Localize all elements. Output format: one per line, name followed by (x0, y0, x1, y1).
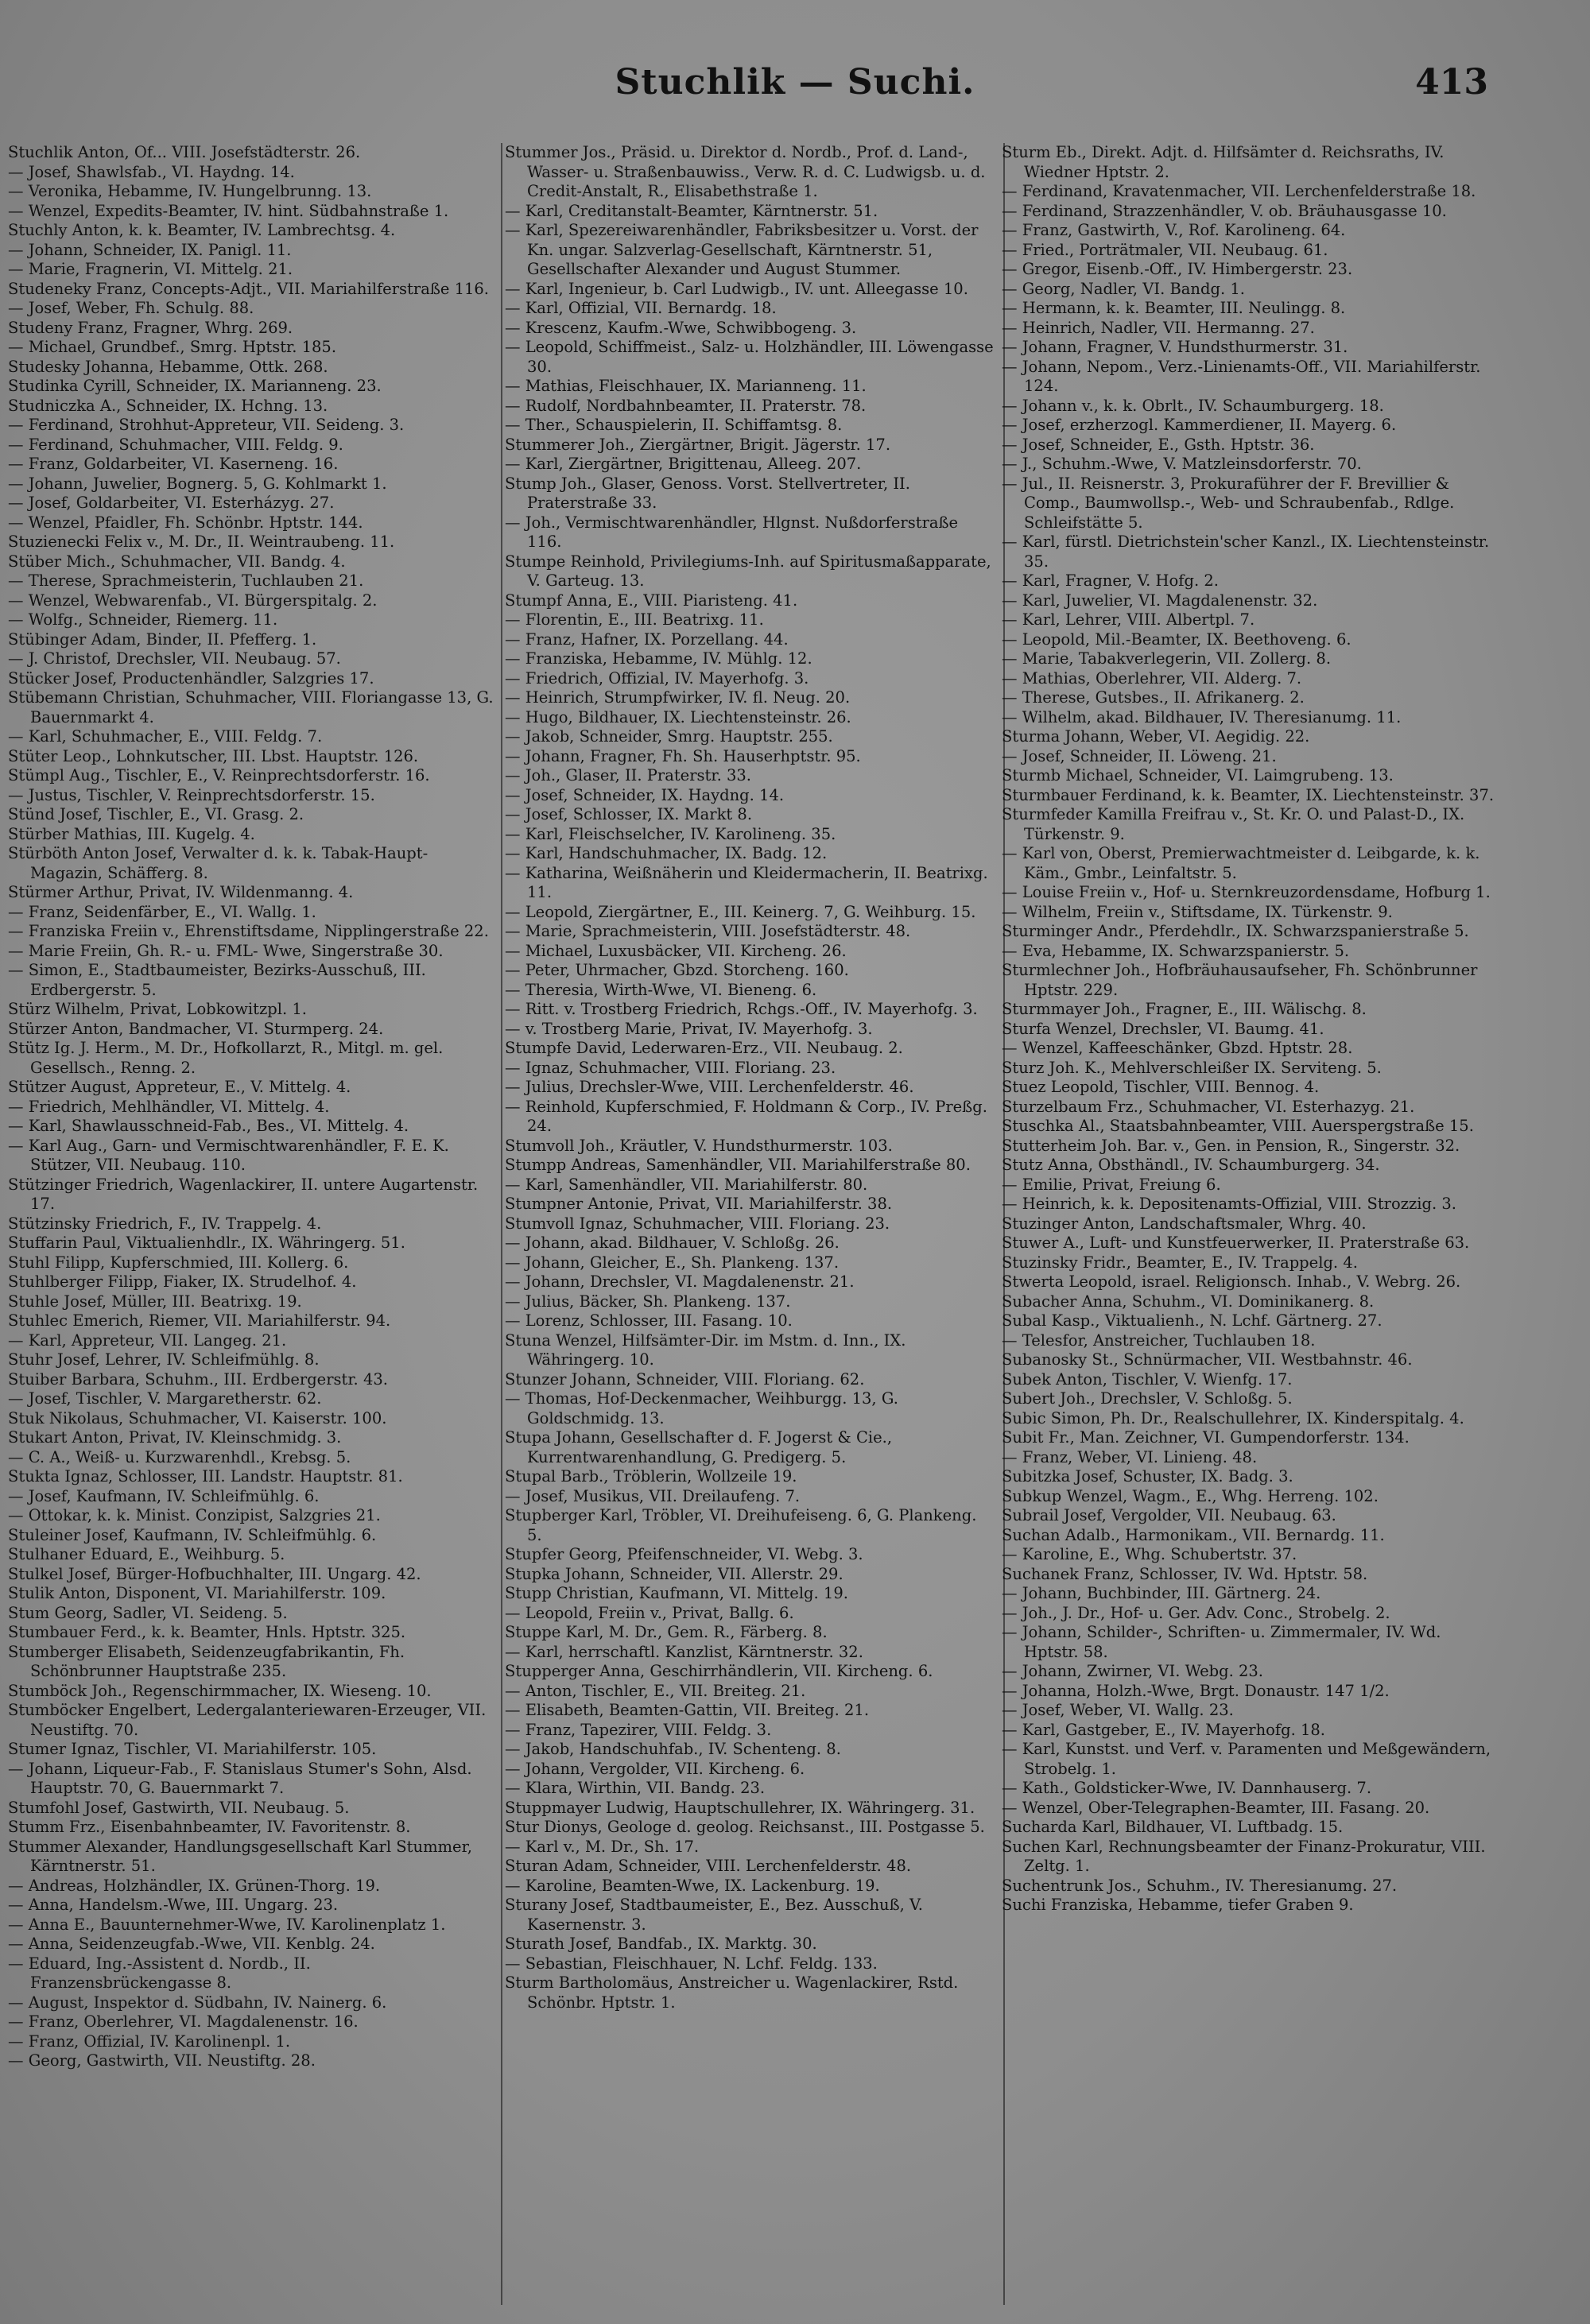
directory-entry: — Klara, Wirthin, VII. Bandg. 23. (505, 1779, 766, 1797)
directory-entry: — Hugo, Bildhauer, IX. Liechtensteinstr. 26. (505, 707, 851, 726)
directory-entry: — Ignaz, Schuhmacher, VIII. Floriang. 23. (505, 1058, 836, 1077)
directory-entry: Stürber Mathias, III. Kugelg. 4. (8, 824, 255, 843)
directory-entry: Stünd Josef, Tischler, E., VI. Grasg. 2. (8, 805, 304, 823)
directory-entry: Stulhaner Eduard, E., Weihburg. 5. (8, 1545, 285, 1563)
directory-entry: — Heinrich, Strumpfwirker, IV. fl. Neug. 20. (505, 688, 851, 707)
directory-entry: — Franz, Weber, VI. Linieng. 48. (1002, 1447, 1258, 1466)
directory-entry: — Johann, Gleicher, E., Sh. Plankeng. 137. (505, 1253, 840, 1272)
directory-entry: — Telesfor, Anstreicher, Tuchlauben 18. (1002, 1330, 1316, 1350)
directory-entry: Sturzelbaum Frz., Schuhmacher, VI. Esterhazyg. 21. (1002, 1097, 1415, 1116)
directory-entry: — Ferdinand, Schuhmacher, VIII. Feldg. 9. (8, 435, 343, 454)
directory-entry: — Julius, Bäcker, Sh. Plankeng. 137. (505, 1292, 791, 1311)
directory-entry: — Franziska Freiin v., Ehrenstiftsdame, Nipplingerstraße 22. (8, 922, 489, 940)
directory-entry: — Joh., Vermischtwarenhändler, Hlgnst. Nußdorferstraße 116. (505, 513, 959, 551)
directory-entry: — Franz, Seidenfärber, E., VI. Wallg. 1. (8, 902, 316, 921)
entry-list (505, 143, 994, 2012)
directory-entry: — Anton, Tischler, E., VII. Breiteg. 21. (505, 1681, 806, 1700)
directory-entry: Sturm Bartholomäus, Anstreicher u. Wagenlackirer, Rstd. Schönbr. Hptstr. 1. (505, 1973, 959, 2012)
directory-entry: — Wolfg., Schneider, Riemerg. 11. (8, 610, 278, 629)
directory-entry: — Anna, Seidenzeugfab.-Wwe, VII. Kenblg. 24. (8, 1935, 375, 1953)
directory-entry: Stüber Mich., Schuhmacher, VII. Bandg. 4. (8, 552, 346, 571)
page-header (0, 62, 1590, 110)
directory-entry: — Johann v., k. k. Obrlt., IV. Schaumburgerg. 18. (1002, 396, 1384, 415)
directory-entry: Sturmfeder Kamilla Freifrau v., St. Kr. O. und Palast-D., IX. Türkenstr. 9. (1002, 805, 1465, 843)
directory-entry: — Karl, Fleischselcher, IV. Karolineng. 35. (505, 824, 836, 843)
directory-entry: — Johann, Schilder-, Schriften- u. Zimmermaler, IV. Wd. Hptstr. 58. (1002, 1623, 1441, 1661)
directory-entry: — Johann, Fragner, Fh. Sh. Hauserhptstr. 95. (505, 746, 861, 765)
directory-entry: Stummer Alexander, Handlungsgesellschaft Karl Stummer, Kärntnerstr. 51. (8, 1837, 472, 1875)
directory-entry: Studniczka A., Schneider, IX. Hchng. 13. (8, 396, 328, 415)
directory-entry: — Karl, Kunstst. und Verf. v. Paramenten und Meßgewändern, Strobelg. 1. (1002, 1740, 1491, 1778)
entry-list (8, 143, 497, 2071)
directory-entry: — Elisabeth, Beamten-Gattin, VII. Breiteg. 21. (505, 1701, 870, 1719)
directory-entry: — August, Inspektor d. Südbahn, IV. Nainerg. 6. (8, 1993, 387, 2012)
directory-entry: — Marie, Fragnerin, VI. Mittelg. 21. (8, 260, 293, 278)
directory-entry: — Mathias, Fleischhauer, IX. Marianneng. 11. (505, 377, 867, 395)
directory-entry: — Kath., Goldsticker-Wwe, IV. Dannhauserg. 7. (1002, 1779, 1372, 1797)
directory-entry: — Karl, Lehrer, VIII. Albertpl. 7. (1002, 610, 1255, 629)
directory-entry: Stumpe Reinhold, Privilegiums-Inh. auf Spiritusmaßapparate, V. Garteug. 13. (505, 552, 991, 590)
directory-entry: Studinka Cyrill, Schneider, IX. Marianneng. 23. (8, 377, 382, 395)
directory-entry: Stuhl Filipp, Kupferschmied, III. Kollerg. 6. (8, 1253, 349, 1272)
directory-entry: Stuchly Anton, k. k. Beamter, IV. Lambrechtsg. 4. (8, 221, 396, 239)
directory-entry: — Thomas, Hof-Deckenmacher, Weihburgg. 13, G. Goldschmidg. 13. (505, 1389, 898, 1427)
directory-entry: Sturmlechner Joh., Hofbräuhausaufseher, Fh. Schönbrunner Hptstr. 229. (1002, 961, 1478, 999)
directory-entry: — Josef, Schlosser, IX. Markt 8. (505, 805, 753, 823)
directory-entry: Sturfa Wenzel, Drechsler, VI. Baumg. 41. (1002, 1019, 1324, 1038)
directory-entry: — Ferdinand, Kravatenmacher, VII. Lerchenfelderstraße 18. (1002, 182, 1476, 200)
directory-entry: Stukta Ignaz, Schlosser, III. Landstr. Hauptstr. 81. (8, 1467, 403, 1485)
directory-entry: — Franz, Offizial, IV. Karolinenpl. 1. (8, 2032, 291, 2051)
directory-entry: — Simon, E., Stadtbaumeister, Bezirks-Ausschuß, III. Erdbergerstr. 5. (8, 961, 426, 999)
directory-entry: Stulkel Josef, Bürger-Hofbuchhalter, III. Ungarg. 42. (8, 1564, 421, 1583)
directory-entry: — Karl, Juwelier, VI. Magdalenenstr. 32. (1002, 591, 1318, 610)
directory-entry: — Ferdinand, Strazzenhändler, V. ob. Bräuhausgasse 10. (1002, 201, 1447, 220)
directory-entry: Stübinger Adam, Binder, II. Pfefferg. 1. (8, 629, 317, 649)
directory-entry: Stützinger Friedrich, Wagenlackirer, II. untere Augartenstr. 17. (8, 1175, 479, 1213)
directory-entry: — Johann, akad. Bildhauer, V. Schloßg. 26. (505, 1234, 840, 1252)
directory-entry: Stumer Ignaz, Tischler, VI. Mariahilferstr. 105. (8, 1740, 377, 1758)
directory-entry: — Theresia, Wirth-Wwe, VI. Bieneng. 6. (505, 980, 817, 999)
directory-entry: — Josef, Schneider, IX. Haydng. 14. (505, 785, 785, 804)
directory-entry: Suchanek Franz, Schlosser, IV. Wd. Hptstr. 58. (1002, 1564, 1368, 1583)
directory-entry: — Karl, fürstl. Dietrichstein'scher Kanzl., IX. Liechtensteinstr. 35. (1002, 533, 1490, 571)
directory-entry: Stuiber Barbara, Schuhm., III. Erdbergerstr. 43. (8, 1369, 388, 1389)
directory-entry: Stübemann Christian, Schuhmacher, VIII. Floriangasse 13, G. Bauernmarkt 4. (8, 688, 494, 726)
directory-entry: Stuwer A., Luft- und Kunstfeuerwerker, II. Praterstraße 63. (1002, 1234, 1470, 1252)
directory-entry: Stuzienecki Felix v., M. Dr., II. Weintraubeng. 11. (8, 533, 395, 551)
directory-entry: Stuhr Josef, Lehrer, IV. Schleifmühlg. 8. (8, 1350, 320, 1369)
directory-entry: — Ther., Schauspielerin, II. Schiffamtsg. 8. (505, 416, 843, 434)
directory-entry: — Leopold, Mil.-Beamter, IX. Beethoveng. 6. (1002, 629, 1352, 649)
running-head: Stuchlik — Suchi. (615, 62, 975, 103)
directory-entry: Stüter Leop., Lohnkutscher, III. Lbst. Hauptstr. 126. (8, 746, 419, 765)
directory-entry: Stumböck Joh., Regenschirmmacher, IX. Wieseng. 10. (8, 1681, 432, 1700)
directory-entry: Stupa Johann, Gesellschafter d. F. Jogerst & Cie., Kurrentwarenhandlung, G. Predigerg. 5. (505, 1428, 893, 1466)
directory-entry: Stumpner Antonie, Privat, VII. Mariahilferstr. 38. (505, 1195, 893, 1213)
directory-entry: — Johann, Liqueur-Fab., F. Stanislaus Stumer's Sohn, Alsd. Hauptstr. 70, G. Bauernmarkt 7. (8, 1759, 472, 1797)
directory-entry: — Karl von, Oberst, Premierwachtmeister d. Leibgarde, k. k. Käm., Gmbr., Leinfaltstr. 5. (1002, 844, 1480, 882)
directory-entry: — Anna E., Bauunternehmer-Wwe, IV. Karolinenplatz 1. (8, 1915, 446, 1934)
directory-entry: — Fried., Porträtmaler, VII. Neubaug. 61. (1002, 240, 1328, 259)
directory-entry: Stumbauer Ferd., k. k. Beamter, Hnls. Hptstr. 325. (8, 1623, 406, 1641)
directory-entry: — Johann, Zwirner, VI. Webg. 23. (1002, 1662, 1263, 1680)
directory-entry: — Veronika, Hebamme, IV. Hungelbrunng. 13. (8, 182, 372, 200)
directory-entry: — Wenzel, Expedits-Beamter, IV. hint. Südbahnstraße 1. (8, 201, 449, 220)
directory-entry: — Therese, Gutsbes., II. Afrikanerg. 2. (1002, 688, 1305, 707)
directory-entry: Stumm Frz., Eisenbahnbeamter, IV. Favoritenstr. 8. (8, 1818, 411, 1836)
directory-entry: Sturan Adam, Schneider, VIII. Lerchenfelderstr. 48. (505, 1857, 912, 1875)
directory-entry: Subrail Josef, Vergolder, VII. Neubaug. 63. (1002, 1506, 1336, 1524)
directory-entry: — Josef, erzherzogl. Kammerdiener, II. Mayerg. 6. (1002, 416, 1397, 434)
directory-entry: Studeneky Franz, Concepts-Adjt., VII. Mariahilferstraße 116. (8, 279, 489, 298)
directory-entry: — Michael, Luxusbäcker, VII. Kircheng. 26. (505, 941, 847, 960)
directory-entry: — Johann, Buchbinder, III. Gärtnerg. 24. (1002, 1584, 1321, 1602)
directory-entry: — J., Schuhm.-Wwe, V. Matzleinsdorferstr. 70. (1002, 455, 1362, 473)
directory-entry: Stürmer Arthur, Privat, IV. Wildenmanng. 4. (8, 883, 354, 901)
directory-entry: Stum Georg, Sadler, VI. Seideng. 5. (8, 1603, 288, 1622)
directory-entry: Stur Dionys, Geologe d. geolog. Reichsanst., III. Postgasse 5. (505, 1818, 985, 1836)
directory-entry: — Ritt. v. Trostberg Friedrich, Rchgs.-Off., IV. Mayerhofg. 3. (505, 1000, 978, 1018)
directory-entry: — Jakob, Handschuhfab., IV. Schenteng. 8. (505, 1740, 841, 1758)
directory-entry: Subit Fr., Man. Zeichner, VI. Gumpendorferstr. 134. (1002, 1428, 1410, 1447)
directory-entry: — Michael, Grundbef., Smrg. Hptstr. 185. (8, 338, 337, 356)
directory-entry: — Johann, Fragner, V. Hundsthurmerstr. 31. (1002, 338, 1348, 356)
directory-entry: Stumberger Elisabeth, Seidenzeugfabrikantin, Fh. Schönbrunner Hauptstraße 235. (8, 1642, 405, 1680)
directory-entry: Stuhlberger Filipp, Fiaker, IX. Strudelhof. 4. (8, 1272, 357, 1291)
directory-entry: Subal Kasp., Viktualienh., N. Lchf. Gärtnerg. 27. (1002, 1311, 1383, 1330)
directory-entry: Stumpp Andreas, Samenhändler, VII. Mariahilferstraße 80. (505, 1156, 971, 1174)
column-1 (8, 143, 497, 2313)
directory-entry: Studesky Johanna, Hebamme, Ottk. 268. (8, 357, 328, 376)
directory-entry: — Johann, Schneider, IX. Panigl. 11. (8, 240, 292, 259)
directory-entry: Stuhle Josef, Müller, III. Beatrixg. 19. (8, 1292, 302, 1311)
directory-entry: Stumvoll Ignaz, Schuhmacher, VIII. Floriang. 23. (505, 1214, 890, 1233)
directory-entry: Stuppe Karl, M. Dr., Gem. R., Färberg. 8. (505, 1623, 828, 1641)
directory-entry: — v. Trostberg Marie, Privat, IV. Mayerhofg. 3. (505, 1019, 873, 1038)
directory-entry: Stutterheim Joh. Bar. v., Gen. in Pension, R., Singerstr. 32. (1002, 1136, 1460, 1155)
directory-entry: Subanosky St., Schnürmacher, VII. Westbahnstr. 46. (1002, 1350, 1413, 1369)
directory-entry: Sturminger Andr., Pferdehdlr., IX. Schwarzspanierstraße 5. (1002, 922, 1469, 940)
directory-entry: — Heinrich, Nadler, VII. Hermanng. 27. (1002, 318, 1315, 337)
directory-entry: — Franz, Gastwirth, V., Rof. Karolineng. 64. (1002, 221, 1346, 239)
directory-entry: Stulik Anton, Disponent, VI. Mariahilferstr. 109. (8, 1584, 386, 1602)
directory-entry: Stuschka Al., Staatsbahnbeamter, VIII. Auerspergstraße 15. (1002, 1117, 1474, 1135)
directory-entry: — Sebastian, Fleischhauer, N. Lchf. Feldg. 133. (505, 1954, 878, 1973)
directory-entry: — Krescenz, Kaufm.-Wwe, Schwibbogeng. 3. (505, 318, 857, 337)
directory-entry: — Leopold, Ziergärtner, E., III. Keinerg. 7, G. Weihburg. 15. (505, 902, 976, 921)
directory-entry: — Friedrich, Mehlhändler, VI. Mittelg. 4. (8, 1097, 330, 1116)
column-2 (505, 143, 994, 2313)
directory-entry: — Wilhelm, akad. Bildhauer, IV. Theresianumg. 11. (1002, 707, 1402, 726)
directory-entry: Suchen Karl, Rechnungsbeamter der Finanz-Prokuratur, VIII. Zeltg. 1. (1002, 1837, 1486, 1875)
directory-entry: — Eduard, Ing.-Assistent d. Nordb., II. Franzensbrückengasse 8. (8, 1954, 311, 1992)
directory-entry: — Karl, Spezereiwarenhändler, Fabriksbesitzer u. Vorst. der Kn. ungar. Salzverlag-Gesellschaft, Kärntnerstr. 51, Gesellschafter Alexander und August Stummer. (505, 221, 979, 278)
directory-entry: Stümpl Aug., Tischler, E., V. Reinprechtsdorferstr. 16. (8, 766, 430, 784)
directory-entry: — Julius, Drechsler-Wwe, VIII. Lerchenfelderstr. 46. (505, 1078, 914, 1096)
directory-entry: — Franz, Tapezirer, VIII. Feldg. 3. (505, 1720, 772, 1739)
directory-entry: Stumböcker Engelbert, Ledergalanteriewaren-Erzeuger, VII. Neustiftg. 70. (8, 1701, 487, 1739)
directory-entry: — Josef, Weber, VI. Wallg. 23. (1002, 1701, 1234, 1719)
directory-entry: Sturz Joh. K., Mehlverschleißer IX. Serviteng. 5. (1002, 1058, 1382, 1077)
directory-entry: Subkup Wenzel, Wagm., E., Whg. Herreng. 102. (1002, 1486, 1379, 1505)
directory-entry: Stupperger Anna, Geschirrhändlerin, VII. Kircheng. 6. (505, 1662, 933, 1680)
directory-entry: — Karl, Gastgeber, E., IV. Mayerhofg. 18. (1002, 1720, 1325, 1739)
directory-entry: Stummerer Joh., Ziergärtner, Brigit. Jägerstr. 17. (505, 435, 891, 454)
directory-entry: Sturm Eb., Direkt. Adjt. d. Hilfsämter d. Reichsraths, IV. Wiedner Hptstr. 2. (1002, 143, 1445, 181)
directory-entry: — Franz, Oberlehrer, VI. Magdalenenstr. 16. (8, 2012, 359, 2031)
directory-entry: — Franziska, Hebamme, IV. Mühlg. 12. (505, 649, 812, 668)
directory-entry: Stumfohl Josef, Gastwirth, VII. Neubaug. 5. (8, 1798, 350, 1817)
directory-entry: Stumvoll Joh., Kräutler, V. Hundsthurmerstr. 103. (505, 1136, 893, 1155)
directory-entry: Subert Joh., Drechsler, V. Schloßg. 5. (1002, 1389, 1293, 1408)
directory-entry: Stumpf Anna, E., VIII. Piaristeng. 41. (505, 591, 798, 610)
directory-entry: — Johann, Nepom., Verz.-Linienamts-Off., VII. Mariahilferstr. 124. (1002, 357, 1481, 395)
directory-entry: — Josef, Goldarbeiter, VI. Esterházyg. 27. (8, 494, 335, 512)
directory-entry: — Gregor, Eisenb.-Off., IV. Himbergerstr. 23. (1002, 260, 1353, 278)
directory-entry: — Friedrich, Offizial, IV. Mayerhofg. 3. (505, 668, 809, 688)
directory-entry: Sturmb Michael, Schneider, VI. Laimgrubeng. 13. (1002, 766, 1394, 784)
directory-entry: — Anna, Handelsm.-Wwe, III. Ungarg. 23. (8, 1896, 339, 1914)
directory-entry: Sturath Josef, Bandfab., IX. Marktg. 30. (505, 1935, 817, 1953)
directory-entry: — Karoline, E., Whg. Schubertstr. 37. (1002, 1545, 1297, 1563)
directory-entry: Stupfer Georg, Pfeifenschneider, VI. Webg. 3. (505, 1545, 863, 1563)
directory-entry: Sucharda Karl, Bildhauer, VI. Luftbadg. 15. (1002, 1818, 1344, 1836)
directory-entry: Studeny Franz, Fragner, Whrg. 269. (8, 318, 293, 337)
directory-entry: — Leopold, Schiffmeist., Salz- u. Holzhändler, III. Löwengasse 30. (505, 338, 994, 376)
directory-entry: — Hermann, k. k. Beamter, III. Neulingg. 8. (1002, 299, 1346, 317)
directory-entry: — Josef, Schneider, II. Löweng. 21. (1002, 746, 1277, 765)
directory-entry: — Marie, Tabakverlegerin, VII. Zollerg. 8. (1002, 649, 1332, 668)
directory-entry: Stuzinsky Fridr., Beamter, E., IV. Trappelg. 4. (1002, 1253, 1358, 1272)
directory-entry: — Therese, Sprachmeisterin, Tuchlauben 21. (8, 571, 364, 590)
directory-entry: — Leopold, Freiin v., Privat, Ballg. 6. (505, 1603, 794, 1622)
directory-entry: Subitzka Josef, Schuster, IX. Badg. 3. (1002, 1467, 1293, 1485)
directory-entry: — Wenzel, Ober-Telegraphen-Beamter, III. Fasang. 20. (1002, 1798, 1430, 1817)
directory-entry: — Franz, Goldarbeiter, VI. Kaserneng. 16. (8, 455, 339, 473)
directory-entry: — Georg, Gastwirth, VII. Neustiftg. 28. (8, 2051, 316, 2070)
directory-entry: — Karl, Fragner, V. Hofg. 2. (1002, 571, 1219, 590)
directory-entry: — Lorenz, Schlosser, III. Fasang. 10. (505, 1311, 793, 1330)
directory-entry: — Karoline, Beamten-Wwe, IX. Lackenburg. 19. (505, 1876, 880, 1895)
directory-entry: — Karl, Appreteur, VII. Langeg. 21. (8, 1330, 287, 1350)
directory-entry: Stupal Barb., Tröblerin, Wollzeile 19. (505, 1467, 797, 1485)
directory-entry: Stwerta Leopold, israel. Religionsch. Inhab., V. Webrg. 26. (1002, 1272, 1461, 1291)
directory-entry: Stürböth Anton Josef, Verwalter d. k. k. Tabak-Haupt-Magazin, Schäfferg. 8. (8, 844, 429, 882)
directory-entry: Stuppmayer Ludwig, Hauptschullehrer, IX. Währingerg. 31. (505, 1798, 975, 1817)
directory-entry: — Karl, Offizial, VII. Bernardg. 18. (505, 299, 777, 317)
directory-entry: Stump Joh., Glaser, Genoss. Vorst. Stellvertreter, II. Praterstraße 33. (505, 474, 910, 512)
directory-entry: — Karl, herrschaftl. Kanzlist, Kärntnerstr. 32. (505, 1642, 863, 1661)
page-number: 413 (1415, 62, 1488, 103)
directory-entry: — Johanna, Holzh.-Wwe, Brgt. Donaustr. 147 1/2. (1002, 1681, 1390, 1700)
directory-entry: — Andreas, Holzhändler, IX. Grünen-Thorg. 19. (8, 1876, 381, 1895)
directory-entry: — Katharina, Weißnäherin und Kleidermacherin, II. Beatrixg. 11. (505, 863, 988, 901)
entry-list (1002, 143, 1495, 1915)
directory-entry: — Karl, Ingenieur, b. Carl Ludwigb., IV. unt. Alleegasse 10. (505, 279, 968, 298)
directory-entry: — Jul., II. Reisnerstr. 3, Prokuraführer der F. Brevillier & Comp., Baumwollsp.-, Web- und Schraubenfab., Rdlge. Schleifstätte 5. (1002, 474, 1455, 532)
directory-entry: — Josef, Weber, Fh. Schulg. 88. (8, 299, 254, 317)
directory-entry: Stuchlik Anton, Of... VIII. Josefstädterstr. 26. (8, 143, 361, 161)
directory-entry: Stuzinger Anton, Landschaftsmaler, Whrg. 40. (1002, 1214, 1367, 1233)
directory-entry: Sturmbauer Ferdinand, k. k. Beamter, IX. Liechtensteinstr. 37. (1002, 785, 1495, 804)
directory-entry: — Karl, Samenhändler, VII. Mariahilferstr. 80. (505, 1175, 868, 1194)
directory-entry: Stuleiner Josef, Kaufmann, IV. Schleifmühlg. 6. (8, 1525, 377, 1544)
directory-entry: — Josef, Schneider, E., Gsth. Hptstr. 36. (1002, 435, 1315, 454)
directory-entry: — Rudolf, Nordbahnbeamter, II. Praterstr. 78. (505, 396, 867, 415)
directory-entry: Stützer August, Appreteur, E., V. Mittelg. 4. (8, 1078, 351, 1096)
column-3 (1002, 143, 1495, 2313)
directory-entry: Subic Simon, Ph. Dr., Realschullehrer, IX. Kinderspitalg. 4. (1002, 1408, 1464, 1427)
directory-entry: Stürzer Anton, Bandmacher, VI. Sturmperg. 24. (8, 1019, 384, 1038)
directory-entry: — Johann, Vergolder, VII. Kircheng. 6. (505, 1759, 805, 1778)
directory-entry: Stütz Ig. J. Herm., M. Dr., Hofkollarzt, R., Mitgl. m. gel. Gesellsch., Renng. 2. (8, 1039, 444, 1077)
directory-entry: — Ottokar, k. k. Minist. Conzipist, Salzgries 21. (8, 1506, 381, 1524)
directory-entry: — Wenzel, Pfaidler, Fh. Schönbr. Hptstr. 144. (8, 513, 363, 532)
directory-entry: — Wenzel, Webwarenfab., VI. Bürgerspitalg. 2. (8, 591, 378, 610)
directory-entry: — Karl, Schuhmacher, E., VIII. Feldg. 7. (8, 727, 323, 746)
directory-entry: Subek Anton, Tischler, V. Wienfg. 17. (1002, 1369, 1293, 1389)
directory-entry: — Wilhelm, Freiin v., Stiftsdame, IX. Türkenstr. 9. (1002, 902, 1393, 921)
directory-entry: Sturma Johann, Weber, VI. Aegidig. 22. (1002, 727, 1310, 746)
directory-entry: — Peter, Uhrmacher, Gbzd. Storcheng. 160. (505, 961, 849, 979)
directory-entry: — Josef, Tischler, V. Margaretherstr. 62. (8, 1389, 322, 1408)
directory-entry: Stürz Wilhelm, Privat, Lobkowitzpl. 1. (8, 1000, 307, 1018)
directory-entry: Suchi Franziska, Hebamme, tiefer Graben 9. (1002, 1896, 1354, 1914)
directory-entry: — Josef, Shawlsfab., VI. Haydng. 14. (8, 162, 295, 181)
directory-entry: Stuk Nikolaus, Schuhmacher, VI. Kaiserstr. 100. (8, 1408, 387, 1427)
directory-entry: Stuffarin Paul, Viktualienhdlr., IX. Währingerg. 51. (8, 1234, 405, 1252)
directory-entry: — Heinrich, k. k. Depositenamts-Offizial, VIII. Strozzig. 3. (1002, 1195, 1456, 1213)
directory-entry: Stücker Josef, Productenhändler, Salzgries 17. (8, 668, 374, 688)
directory-entry: — Franz, Hafner, IX. Porzellang. 44. (505, 629, 789, 649)
directory-entry: — Josef, Kaufmann, IV. Schleifmühlg. 6. (8, 1486, 320, 1505)
directory-columns (8, 143, 1578, 2313)
directory-entry: Stutz Anna, Obsthändl., IV. Schaumburgerg. 34. (1002, 1156, 1380, 1174)
directory-entry: — Karl, Shawlausschneid-Fab., Bes., VI. Mittelg. 4. (8, 1117, 409, 1135)
directory-entry: — Marie Freiin, Gh. R.- u. FML- Wwe, Singerstraße 30. (8, 941, 444, 960)
directory-entry: — Karl, Handschuhmacher, IX. Badg. 12. (505, 844, 828, 862)
directory-entry: Suchentrunk Jos., Schuhm., IV. Theresianumg. 27. (1002, 1876, 1398, 1895)
directory-entry: Stuez Leopold, Tischler, VIII. Bennog. 4. (1002, 1078, 1320, 1096)
directory-entry: — Karl Aug., Garn- und Vermischtwarenhändler, F. E. K. Stützer, VII. Neubaug. 110. (8, 1136, 449, 1174)
directory-entry: Stukart Anton, Privat, IV. Kleinschmidg. 3. (8, 1428, 342, 1447)
directory-entry: — Karl v., M. Dr., Sh. 17. (505, 1837, 700, 1856)
directory-entry: — Johann, Drechsler, VI. Magdalenenstr. 21. (505, 1272, 855, 1291)
directory-entry: — Georg, Nadler, VI. Bandg. 1. (1002, 279, 1245, 298)
directory-entry: — Ferdinand, Strohhut-Appreteur, VII. Seideng. 3. (8, 416, 405, 434)
directory-entry: — Karl, Ziergärtner, Brigittenau, Alleeg. 207. (505, 455, 862, 473)
directory-entry: — Wenzel, Kaffeeschänker, Gbzd. Hptstr. 28. (1002, 1039, 1353, 1057)
directory-entry: — Justus, Tischler, V. Reinprechtsdorferstr. 15. (8, 785, 375, 804)
directory-entry: Stupka Johann, Schneider, VII. Allerstr. 29. (505, 1564, 843, 1583)
directory-entry: Stuhlec Emerich, Riemer, VII. Mariahilferstr. 94. (8, 1311, 391, 1330)
directory-entry: Stupberger Karl, Tröbler, VI. Dreihufeiseng. 6, G. Plankeng. 5. (505, 1506, 977, 1544)
directory-entry: — J. Christof, Drechsler, VII. Neubaug. 57. (8, 649, 341, 668)
directory-entry: Sturany Josef, Stadtbaumeister, E., Bez. Ausschuß, V. Kasernenstr. 3. (505, 1896, 923, 1934)
directory-entry: Stuna Wenzel, Hilfsämter-Dir. im Mstm. d. Inn., IX. Währingerg. 10. (505, 1330, 906, 1369)
directory-entry: Stunzer Johann, Schneider, VIII. Floriang. 62. (505, 1369, 865, 1389)
directory-entry: — Florentin, E., III. Beatrixg. 11. (505, 610, 764, 629)
directory-entry: — Jakob, Schneider, Smrg. Hauptstr. 255. (505, 727, 833, 746)
directory-entry: — Louise Freiin v., Hof- u. Sternkreuzordensdame, Hofburg 1. (1002, 883, 1491, 901)
directory-entry: Stützinsky Friedrich, F., IV. Trappelg. 4. (8, 1214, 322, 1233)
directory-entry: Suchan Adalb., Harmonikam., VII. Bernardg. 11. (1002, 1525, 1385, 1544)
directory-entry: — Eva, Hebamme, IX. Schwarzspanierstr. 5. (1002, 941, 1350, 960)
directory-entry: — Joh., J. Dr., Hof- u. Ger. Adv. Conc., Strobelg. 2. (1002, 1603, 1390, 1622)
directory-entry: — Reinhold, Kupferschmied, F. Holdmann & Corp., IV. Preßg. 24. (505, 1097, 987, 1135)
directory-entry: Subacher Anna, Schuhm., VI. Dominikanerg. 8. (1002, 1292, 1375, 1311)
directory-entry: — C. A., Weiß- u. Kurzwarenhdl., Krebsg. 5. (8, 1447, 351, 1466)
directory-entry: — Marie, Sprachmeisterin, VIII. Josefstädterstr. 48. (505, 922, 911, 940)
directory-entry: — Karl, Creditanstalt-Beamter, Kärntnerstr. 51. (505, 201, 878, 220)
directory-entry: Stumpfe David, Lederwaren-Erz., VII. Neubaug. 2. (505, 1039, 903, 1057)
directory-entry: — Joh., Glaser, II. Praterstr. 33. (505, 766, 751, 784)
directory-entry: Stummer Jos., Präsid. u. Direktor d. Nordb., Prof. d. Land-, Wasser- u. Straßenbauwiss., Verw. R. d. C. Ludwigsb. u. d. Credit-Anstalt, R., Elisabethstraße 1. (505, 143, 986, 200)
directory-entry: — Josef, Musikus, VII. Dreilaufeng. 7. (505, 1486, 801, 1505)
directory-entry: — Johann, Juwelier, Bognerg. 5, G. Kohlmarkt 1. (8, 474, 387, 493)
directory-entry: — Emilie, Privat, Freiung 6. (1002, 1175, 1221, 1194)
directory-entry: — Mathias, Oberlehrer, VII. Alderg. 7. (1002, 668, 1302, 688)
directory-entry: Stupp Christian, Kaufmann, VI. Mittelg. 19. (505, 1584, 848, 1602)
directory-entry: Sturmmayer Joh., Fragner, E., III. Wälischg. 8. (1002, 1000, 1367, 1018)
